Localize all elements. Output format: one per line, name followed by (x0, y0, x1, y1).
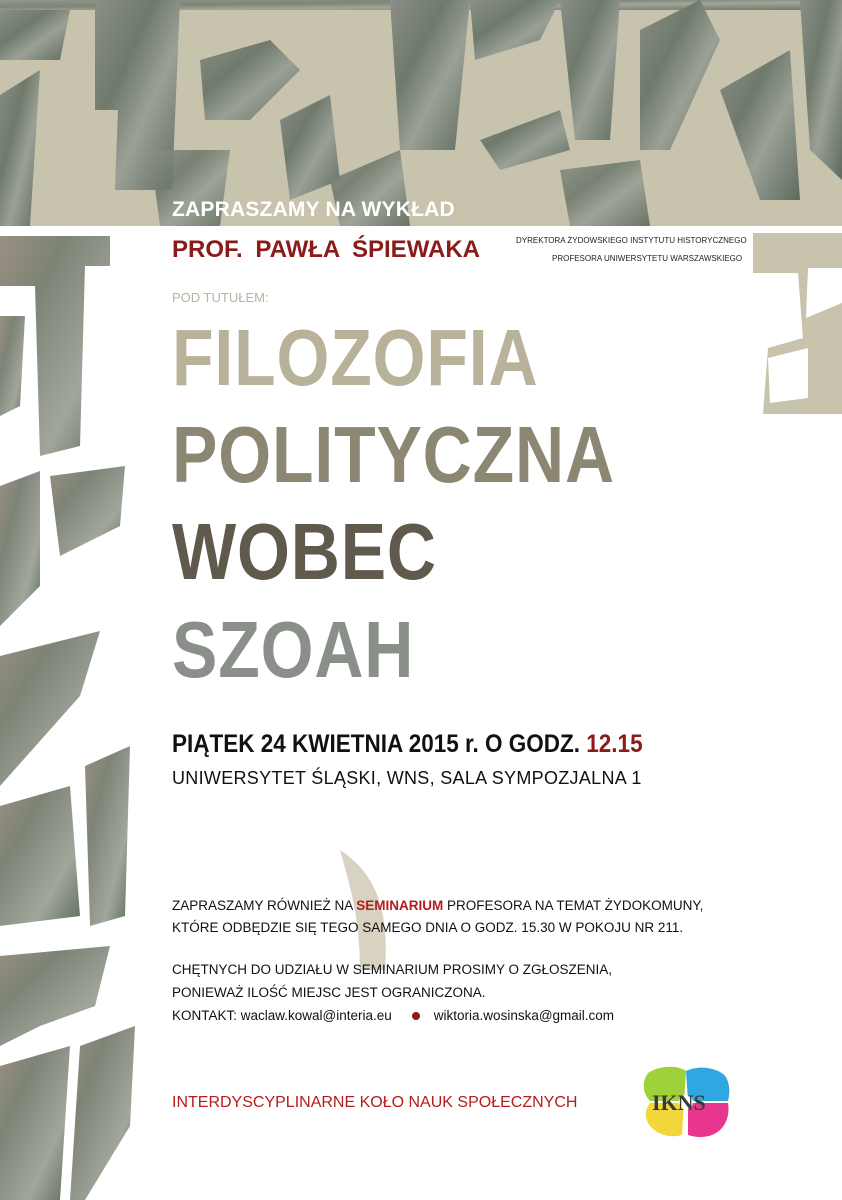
signup-line-1: CHĘTNYCH DO UDZIAŁU W SEMINARIUM PROSIMY O ZGŁOSZENIA, (172, 962, 613, 977)
speaker-name: PROF. PAWŁA ŚPIEWAKA (172, 236, 481, 263)
event-date-text: PIĄTEK 24 KWIETNIA 2015 r. O GODZ. (172, 730, 581, 758)
separator-dot-icon (412, 1012, 420, 1020)
left-stone-letters (0, 226, 148, 1200)
header-band (0, 0, 842, 226)
contact-email-2[interactable]: wiktoria.wosinska@gmail.com (433, 1008, 615, 1023)
event-venue: UNIWERSYTET ŚLĄSKI, WNS, SALA SYMPOZJALNA 1 (172, 768, 642, 788)
seminar-line-1-end: PROFESORA NA TEMAT ŻYDOKOMUNY, (443, 898, 704, 913)
speaker-affiliation-2: PROFESORA UNIWERSYTETU WARSZAWSKIEGO (552, 254, 743, 263)
organizer-name: INTERDYSCYPLINARNE KOŁO NAUK SPOŁECZNYCH (172, 1094, 578, 1111)
contact-email-1[interactable]: KONTAKT: waclaw.kowal@interia.eu (172, 1008, 392, 1023)
hebrew-letters-graphic (0, 0, 842, 226)
event-date (172, 730, 643, 759)
event-time: 12.15 (586, 730, 643, 758)
seminar-highlight: SEMINARIUM (356, 898, 444, 913)
lecture-title-line-3: WOBEC (172, 507, 437, 596)
speaker-affiliation-1: DYREKTORA ŻYDOWSKIEGO INSTYTUTU HISTORYCZNEGO (516, 236, 747, 245)
contact-line (172, 1008, 614, 1023)
hebrew-letters-column (0, 226, 148, 1200)
seminar-line-1 (172, 898, 703, 913)
seminar-line-1-start: ZAPRASZAMY RÓWNIEŻ NA (172, 898, 357, 913)
signup-line-2: PONIEWAŻ ILOŚĆ MIEJSC JEST OGRANICZONA. (172, 985, 486, 1000)
under-title-label: POD TUTUŁEM: (172, 290, 269, 305)
lecture-title-line-4: SZOAH (172, 605, 415, 694)
lecture-title-line-2: POLITYCZNA (172, 410, 615, 499)
seminar-line-2: KTÓRE ODBĘDZIE SIĘ TEGO SAMEGO DNIA O GODZ. 15.30 W POKOJU NR 211. (172, 920, 684, 935)
lecture-title-line-1: FILOZOFIA (172, 313, 539, 402)
invite-heading: ZAPRASZAMY NA WYKŁAD (172, 198, 455, 221)
right-letter-graphic (748, 228, 842, 414)
logo-text: IKNS (652, 1090, 706, 1115)
hebrew-letter-icon (748, 228, 842, 414)
